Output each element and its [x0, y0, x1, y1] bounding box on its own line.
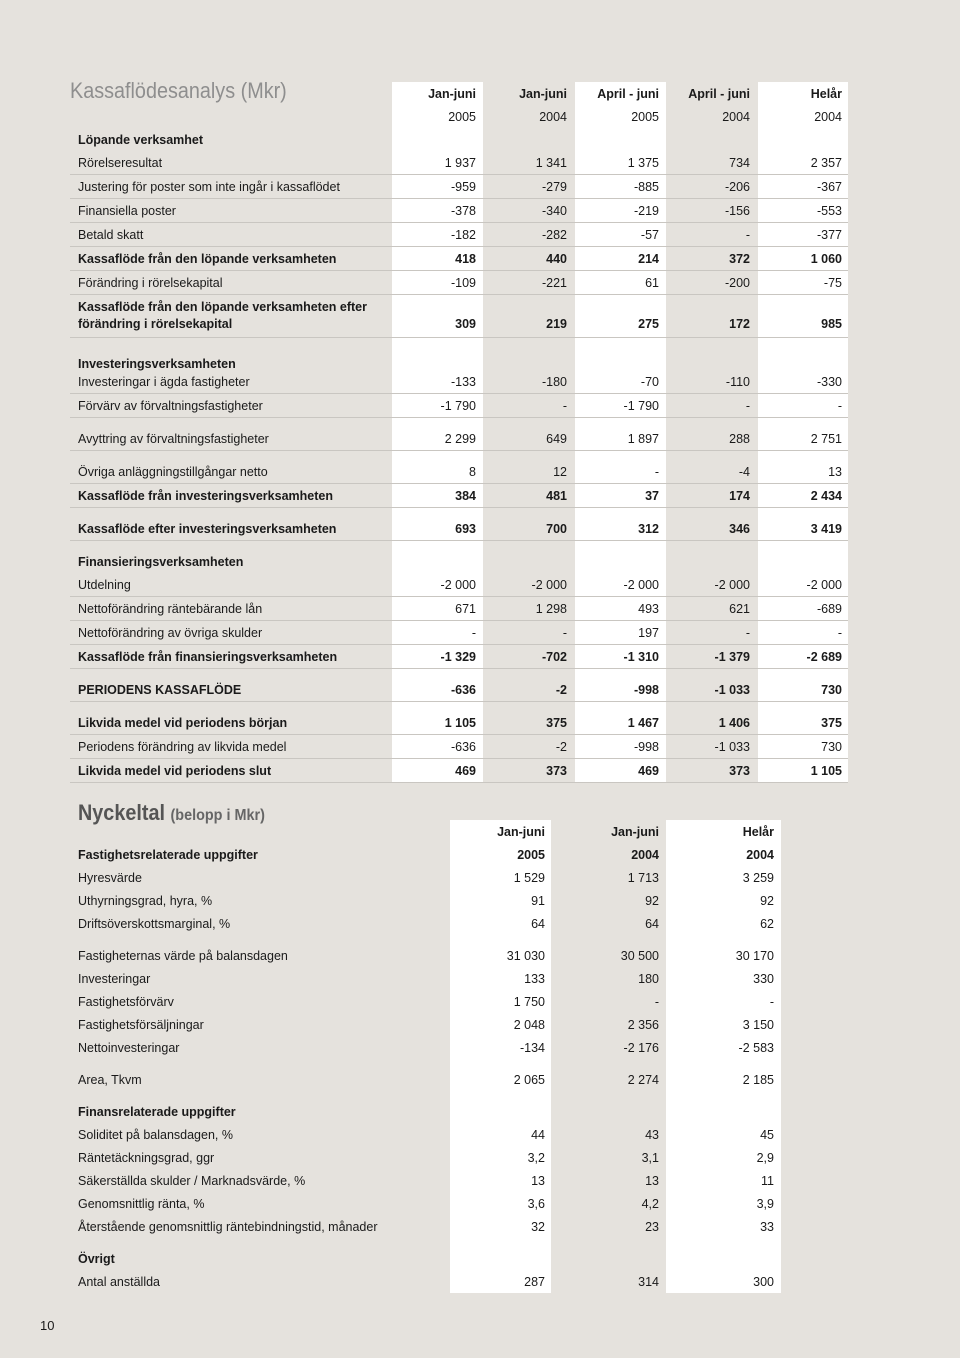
table-cell: 1 897	[627, 432, 659, 446]
table-cell: 37	[645, 489, 659, 503]
row-label: Räntetäckningsgrad, ggr	[78, 1151, 215, 1165]
column-header-period: Helår	[742, 825, 774, 839]
row-label: Soliditet på balansdagen, %	[78, 1128, 233, 1142]
table-row	[70, 418, 848, 451]
table-cell: 1 937	[444, 156, 476, 170]
row-label: Finansieringsverksamheten	[78, 555, 244, 569]
table-cell: 2004	[746, 848, 774, 862]
table-cell: -200	[724, 276, 750, 290]
table-cell: 172	[729, 317, 750, 331]
table-cell: 693	[455, 522, 476, 536]
table-cell: -367	[816, 180, 842, 194]
table-cell: -2 689	[806, 650, 842, 664]
table-cell: 734	[729, 156, 750, 170]
table-row	[70, 735, 848, 759]
table-row	[70, 223, 848, 247]
table-row	[70, 1169, 790, 1192]
table-row	[70, 912, 790, 935]
table-cell: -636	[450, 740, 476, 754]
table-cell: 440	[546, 252, 567, 266]
row-label: Förändring i rörelsekapital	[78, 276, 223, 290]
table-cell: -109	[450, 276, 476, 290]
table-cell: -2 000	[440, 578, 476, 592]
table-cell: 4,2	[641, 1197, 659, 1211]
column-header-year: 2005	[631, 110, 659, 124]
table-cell: -	[837, 626, 842, 640]
table-cell: -553	[816, 204, 842, 218]
table-row	[70, 508, 848, 541]
table-cell: 3 259	[742, 871, 774, 885]
table-cell: -1 790	[623, 399, 659, 413]
table-cell: 13	[645, 1174, 659, 1188]
table-cell: 1 105	[444, 716, 476, 730]
table-cell: -2 583	[738, 1041, 774, 1055]
table-cell: 30 170	[735, 949, 774, 963]
table-cell: -1 790	[440, 399, 476, 413]
row-label: Återstående genomsnittlig räntebindningstid, månader	[78, 1220, 378, 1234]
table-cell: -1 310	[623, 650, 659, 664]
table-cell: -2 000	[531, 578, 567, 592]
table-cell: 373	[546, 764, 567, 778]
row-label	[78, 300, 367, 331]
table-cell: -689	[816, 602, 842, 616]
row-label: Kassaflöde efter investeringsverksamheten	[78, 522, 337, 536]
table-row	[70, 1123, 790, 1146]
row-label: Fastighetsrelaterade uppgifter	[78, 848, 258, 862]
table-cell: -1 033	[714, 740, 750, 754]
table-row	[70, 759, 848, 783]
table-cell: 23	[645, 1220, 659, 1234]
table-cell: -	[769, 995, 774, 1009]
row-label: Uthyrningsgrad, hyra, %	[78, 894, 213, 908]
table-row	[70, 1270, 790, 1293]
table-cell: -959	[450, 180, 476, 194]
table-cell: -75	[823, 276, 842, 290]
table-cell: 372	[729, 252, 750, 266]
page-number: 10	[40, 1318, 55, 1333]
table-cell: 11	[761, 1174, 774, 1188]
table-cell: -	[562, 399, 567, 413]
table-row	[70, 1215, 790, 1238]
table-cell: 275	[638, 317, 659, 331]
table-cell: 1 341	[535, 156, 567, 170]
table-cell: 2 357	[810, 156, 842, 170]
table-cell: -70	[640, 375, 659, 389]
row-label: Finansrelaterade uppgifter	[78, 1105, 236, 1119]
cashflow-table	[70, 82, 848, 783]
table-cell: 2,9	[756, 1151, 774, 1165]
table-cell: 2 299	[444, 432, 476, 446]
column-header-period: Jan-juni	[611, 825, 659, 839]
table-cell: 62	[760, 917, 774, 931]
table-cell: 418	[455, 252, 476, 266]
table-cell: -2	[555, 683, 567, 697]
column-header-period: April - juni	[688, 87, 750, 101]
table-row	[70, 645, 848, 669]
table-cell: 2005	[517, 848, 545, 862]
table-cell: -	[837, 399, 842, 413]
table-cell: 214	[638, 252, 659, 266]
table-row	[70, 1036, 790, 1059]
table-cell: -998	[633, 683, 659, 697]
table-cell: 3,1	[641, 1151, 659, 1165]
table-cell: 1 060	[810, 252, 842, 266]
table-cell: 985	[821, 317, 842, 331]
table-cell: -	[562, 626, 567, 640]
table-row	[70, 1146, 790, 1169]
keyfigures-table	[70, 820, 790, 1293]
table-cell: 31 030	[506, 949, 545, 963]
table-cell: 3,6	[527, 1197, 545, 1211]
table-cell: 700	[546, 522, 567, 536]
table-cell: 373	[729, 764, 750, 778]
table-cell: 2 434	[810, 489, 842, 503]
table-row	[70, 394, 848, 418]
row-label: Genomsnittlig ränta, %	[78, 1197, 205, 1211]
table-cell: -1 033	[714, 683, 750, 697]
row-label: Nettoinvesteringar	[78, 1041, 180, 1055]
row-label: Likvida medel vid periodens slut	[78, 764, 272, 778]
row-label: Övriga anläggningstillgångar netto	[78, 465, 268, 479]
keyfigures-subtitle: (belopp i Mkr)	[170, 807, 265, 824]
table-cell: 493	[638, 602, 659, 616]
table-cell: -377	[816, 228, 842, 242]
table-cell: -282	[541, 228, 567, 242]
table-cell: -998	[633, 740, 659, 754]
table-cell: -	[745, 626, 750, 640]
table-cell: 32	[531, 1220, 545, 1234]
row-label: Investeringar i ägda fastigheter	[78, 375, 250, 389]
table-cell: -330	[816, 375, 842, 389]
row-label: Investeringsverksamheten	[78, 357, 236, 371]
table-row	[70, 820, 790, 843]
row-label: Nettoförändring av övriga skulder	[78, 626, 263, 640]
table-row	[70, 597, 848, 621]
table-cell: -206	[724, 180, 750, 194]
row-label: Fastighetsförsäljningar	[78, 1018, 204, 1032]
table-cell: 174	[729, 489, 750, 503]
row-label: Fastighetsförvärv	[78, 995, 174, 1009]
table-cell: -340	[541, 204, 567, 218]
row-label: Periodens förändring av likvida medel	[78, 740, 287, 754]
table-cell: 309	[455, 317, 476, 331]
table-row	[70, 338, 848, 370]
table-cell: 61	[645, 276, 659, 290]
table-cell: 649	[546, 432, 567, 446]
table-cell: 64	[645, 917, 659, 931]
table-cell: 3,2	[527, 1151, 545, 1165]
table-cell: -4	[738, 465, 750, 479]
table-row	[70, 370, 848, 394]
table-cell: 219	[546, 317, 567, 331]
column-header-period: Jan-juni	[497, 825, 545, 839]
row-label: Övrigt	[78, 1252, 115, 1266]
table-row	[70, 669, 848, 702]
table-cell: 2 274	[627, 1073, 659, 1087]
table-cell: 1 750	[513, 995, 545, 1009]
table-cell: -378	[450, 204, 476, 218]
table-cell: 33	[760, 1220, 774, 1234]
row-label: PERIODENS KASSAFLÖDE	[78, 683, 242, 697]
table-cell: 287	[524, 1275, 545, 1289]
table-row	[70, 621, 848, 645]
table-cell: 481	[546, 489, 567, 503]
table-cell: 197	[638, 626, 659, 640]
table-cell: 469	[455, 764, 476, 778]
table-cell: -134	[519, 1041, 545, 1055]
table-cell: 1 713	[627, 871, 659, 885]
keyfigures-title-main: Nyckeltal	[78, 800, 165, 825]
table-cell: -2 000	[714, 578, 750, 592]
row-label: Area, Tkvm	[78, 1073, 142, 1087]
table-row	[70, 105, 848, 128]
column-header-period: Jan-juni	[428, 87, 476, 101]
table-cell: 13	[828, 465, 842, 479]
table-cell: 3 150	[742, 1018, 774, 1032]
table-cell: -1 379	[714, 650, 750, 664]
column-header-year: 2004	[539, 110, 567, 124]
table-cell: 621	[729, 602, 750, 616]
row-label: Hyresvärde	[78, 871, 142, 885]
table-row	[70, 151, 848, 175]
table-cell: 44	[531, 1128, 545, 1142]
row-label: Driftsöverskottsmarginal, %	[78, 917, 231, 931]
table-cell: 92	[760, 894, 774, 908]
table-cell: -219	[633, 204, 659, 218]
row-label: Säkerställda skulder / Marknadsvärde, %	[78, 1174, 306, 1188]
column-header-period: Helår	[810, 87, 842, 101]
row-label: Avyttring av förvaltningsfastigheter	[78, 432, 269, 446]
table-row	[70, 990, 790, 1013]
table-cell: 1 467	[627, 716, 659, 730]
table-cell: -110	[725, 375, 750, 389]
table-row	[70, 889, 790, 912]
table-cell: 730	[821, 740, 842, 754]
table-cell: 375	[821, 716, 842, 730]
table-cell: 8	[469, 465, 476, 479]
table-cell: -221	[541, 276, 567, 290]
table-cell: -885	[633, 180, 659, 194]
table-row	[70, 1059, 790, 1091]
table-cell: 730	[821, 683, 842, 697]
table-cell: 1 406	[718, 716, 750, 730]
table-cell: 2 065	[513, 1073, 545, 1087]
table-cell: -702	[541, 650, 567, 664]
table-cell: 2 356	[627, 1018, 659, 1032]
table-cell: -2	[555, 740, 567, 754]
row-label: Förvärv av förvaltningsfastigheter	[78, 399, 263, 413]
table-row	[70, 295, 848, 338]
table-cell: 3,9	[756, 1197, 774, 1211]
row-label: Rörelseresultat	[78, 156, 163, 170]
table-row	[70, 484, 848, 508]
table-row	[70, 451, 848, 484]
table-cell: 469	[638, 764, 659, 778]
row-label: Finansiella poster	[78, 204, 176, 218]
row-label: Kassaflöde från den löpande verksamheten	[78, 252, 337, 266]
table-cell: 288	[729, 432, 750, 446]
table-row	[70, 573, 848, 597]
table-cell: 384	[455, 489, 476, 503]
row-label: Löpande verksamhet	[78, 133, 204, 147]
table-cell: 1 105	[810, 764, 842, 778]
table-cell: -57	[640, 228, 659, 242]
table-cell: -	[654, 465, 659, 479]
table-cell: -	[745, 228, 750, 242]
table-row	[70, 175, 848, 199]
cashflow-title: Kassaflödesanalys (Mkr)	[70, 78, 287, 103]
table-cell: -636	[450, 683, 476, 697]
row-label: Fastigheternas värde på balansdagen	[78, 949, 288, 963]
table-row	[70, 1013, 790, 1036]
table-cell: -182	[450, 228, 476, 242]
table-cell: 64	[531, 917, 545, 931]
row-label: Investeringar	[78, 972, 151, 986]
table-row	[70, 935, 790, 967]
table-row	[70, 128, 848, 151]
table-row	[70, 1091, 790, 1123]
table-cell: 1 298	[535, 602, 567, 616]
table-cell: 91	[531, 894, 545, 908]
table-cell: -180	[541, 375, 567, 389]
table-cell: 375	[546, 716, 567, 730]
row-label: Justering för poster som inte ingår i kassaflödet	[78, 180, 340, 194]
table-row	[70, 843, 790, 866]
table-cell: -2 000	[623, 578, 659, 592]
table-cell: -279	[541, 180, 567, 194]
table-cell: -	[745, 399, 750, 413]
table-cell: -1 329	[440, 650, 476, 664]
table-cell: -156	[724, 204, 750, 218]
row-label: Antal anställda	[78, 1275, 161, 1289]
row-label: Likvida medel vid periodens början	[78, 716, 288, 730]
table-cell: 13	[531, 1174, 545, 1188]
table-cell: 3 419	[810, 522, 842, 536]
table-cell: 45	[760, 1128, 774, 1142]
table-cell: 314	[638, 1275, 659, 1289]
table-cell: 671	[455, 602, 476, 616]
table-cell: -133	[450, 375, 476, 389]
table-row	[70, 866, 790, 889]
table-cell: -	[654, 995, 659, 1009]
row-label: Utdelning	[78, 578, 131, 592]
table-cell: 330	[753, 972, 774, 986]
table-cell: 1 529	[513, 871, 545, 885]
table-row	[70, 541, 848, 573]
table-cell: 312	[638, 522, 659, 536]
column-header-year: 2005	[448, 110, 476, 124]
column-header-period: Jan-juni	[519, 87, 567, 101]
table-cell: 43	[645, 1128, 659, 1142]
row-label: Kassaflöde från investeringsverksamheten	[78, 489, 333, 503]
table-row	[70, 967, 790, 990]
table-cell: 346	[729, 522, 750, 536]
table-row	[70, 199, 848, 223]
table-cell: -2 176	[623, 1041, 659, 1055]
table-cell: 2 185	[742, 1073, 774, 1087]
table-row	[70, 702, 848, 735]
table-row	[70, 271, 848, 295]
column-header-period: April - juni	[597, 87, 659, 101]
table-cell: 1 375	[627, 156, 659, 170]
table-cell: -	[471, 626, 476, 640]
table-cell: 12	[553, 465, 567, 479]
table-row	[70, 1192, 790, 1215]
table-cell: 133	[524, 972, 545, 986]
row-label: Betald skatt	[78, 228, 144, 242]
table-cell: 180	[638, 972, 659, 986]
row-label-line: förändring i rörelsekapital	[78, 317, 233, 331]
table-cell: 2004	[631, 848, 659, 862]
column-header-year: 2004	[722, 110, 750, 124]
table-row	[70, 247, 848, 271]
table-cell: 30 500	[620, 949, 659, 963]
table-row	[70, 1238, 790, 1270]
table-cell: 300	[753, 1275, 774, 1289]
row-label: Nettoförändring räntebärande lån	[78, 602, 263, 616]
column-header-year: 2004	[814, 110, 842, 124]
row-label: Kassaflöde från finansieringsverksamheten	[78, 650, 338, 664]
table-cell: 92	[645, 894, 659, 908]
row-label-line: Kassaflöde från den löpande verksamheten efter	[78, 300, 367, 314]
table-cell: 2 751	[810, 432, 842, 446]
table-cell: -2 000	[806, 578, 842, 592]
table-cell: 2 048	[513, 1018, 545, 1032]
